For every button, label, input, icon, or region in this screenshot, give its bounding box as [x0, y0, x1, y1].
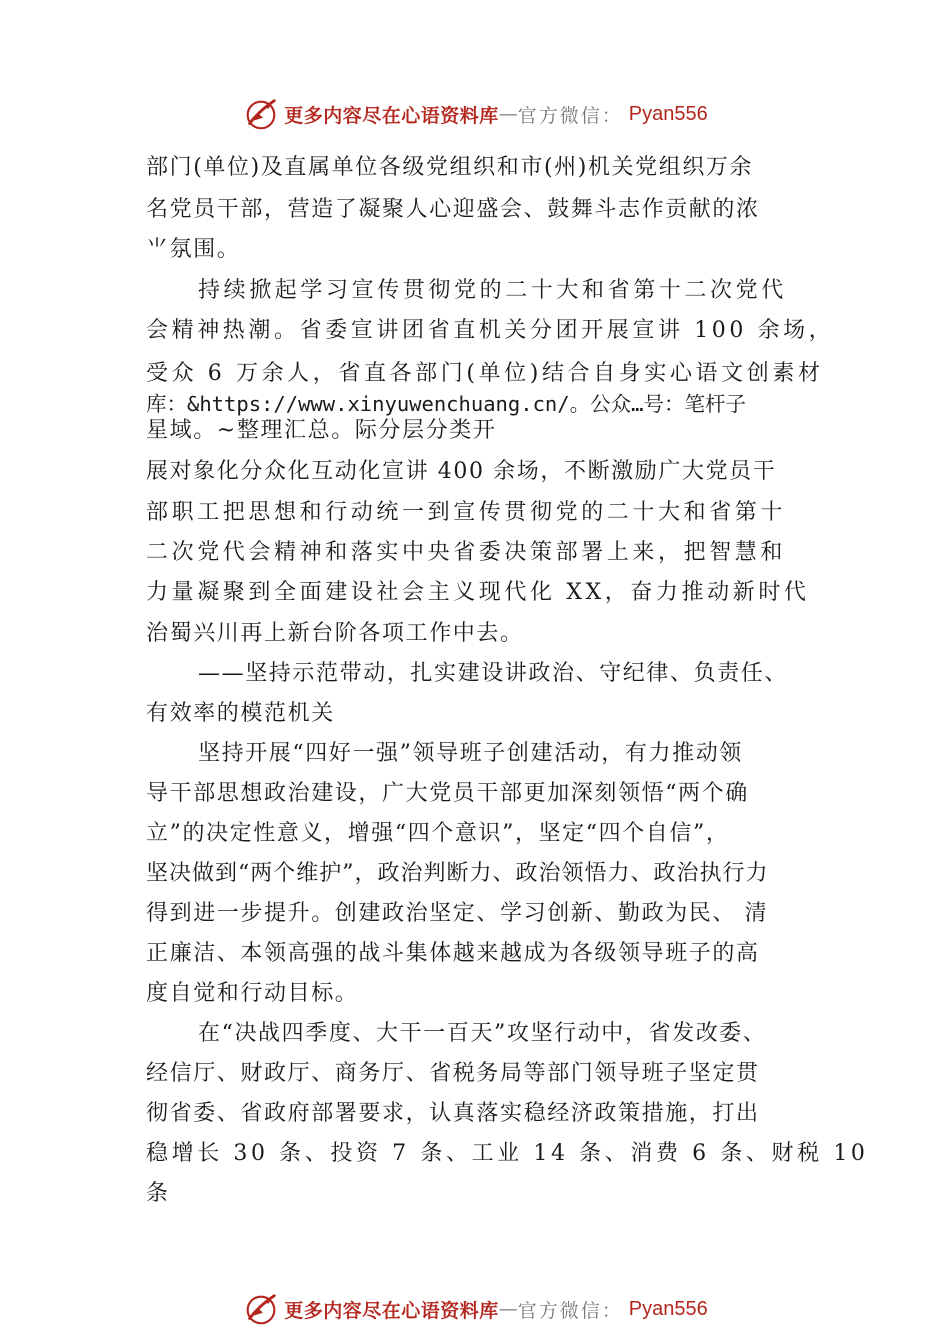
header-wechat-label: 官方微信：	[517, 104, 623, 127]
body-line: 彻省委、省政府部署要求，认真落实稳经济政策措施，打出	[146, 1101, 760, 1126]
body-line: 受众 6 万余人，省直各部门(单位)结合自身实心语文创素材	[146, 361, 824, 386]
pen-circle-logo-icon	[242, 95, 280, 133]
body-line: 得到进一步提升。创建政治坚定、学习创新、勤政为民、 清	[146, 901, 769, 926]
body-line: 会精神热潮。省委宣讲团省直机关分团开展宣讲 100 余场，	[146, 318, 835, 343]
pen-circle-logo-icon	[242, 1290, 280, 1328]
body-line: 坚决做到“两个维护”，政治判断力、政治领悟力、政治执行力	[146, 861, 769, 886]
footer-dash: —	[498, 1298, 518, 1320]
body-line: 展对象化分众化互动化宣讲 400 余场，不断激励广大党员干	[146, 459, 777, 484]
body-line: 名党员干部，营造了凝聚人心迎盛会、鼓舞斗志作贡献的浓	[146, 197, 760, 222]
body-line: 经信厅、财政厅、商务厅、省税务局等部门领导班子坚定贯	[146, 1061, 760, 1086]
body-line: 持续掀起学习宣传贯彻党的二十大和省第十二次党代	[198, 278, 787, 303]
body-line: 度自觉和行动目标。	[146, 981, 359, 1006]
footer-wechat-id: Pyan556	[628, 1297, 708, 1320]
body-line: 部门(单位)及直属单位各级党组织和市(州)机关党组织万余	[146, 155, 754, 180]
body-line: ——坚持示范带动，扎实建设讲政治、守纪律、负责任、	[198, 661, 789, 686]
body-line: 二次党代会精神和落实中央省委决策部署上来，把智慧和	[146, 540, 787, 565]
header-brand-text: 更多内容尽在心语资料库	[284, 104, 499, 127]
body-line: 导干部思想政治建设，广大党员干部更加深刻领悟“两个确	[146, 781, 749, 806]
header-banner	[0, 94, 950, 134]
body-line: 治蜀兴川再上新台阶各项工作中去。	[146, 621, 524, 646]
body-line: 在“决战四季度、大干一百天”攻坚行动中，省发改委、	[198, 1021, 767, 1046]
body-line: ⺌氛围。	[146, 237, 241, 262]
footer-brand-text: 更多内容尽在心语资料库	[284, 1299, 499, 1322]
body-line: 库：&https://www.xinyuwenchuang.cn/。公众…号：笔杆子	[146, 392, 746, 416]
header-wechat-id: Pyan556	[628, 102, 708, 125]
footer-banner	[0, 1289, 950, 1329]
body-line: 正廉洁、本领高强的战斗集体越来越成为各级领导班子的高	[146, 941, 760, 966]
body-line: 部职工把思想和行动统一到宣传贯彻党的二十大和省第十	[146, 500, 787, 525]
body-line: 立”的决定性意义，增强“四个意识”，坚定“四个自信”，	[146, 821, 730, 846]
body-line: 力量凝聚到全面建设社会主义现代化 XX，奋力推动新时代	[146, 580, 810, 605]
footer-wechat-label: 官方微信：	[517, 1299, 623, 1322]
body-line: 坚持开展“四好一强”领导班子创建活动，有力推动领	[198, 741, 743, 766]
header-dash: —	[498, 103, 518, 125]
body-line: 条	[146, 1181, 170, 1206]
body-line: 星域。~整理汇总。际分层分类开	[146, 418, 497, 443]
body-line: 稳增长 30 条、投资 7 条、工业 14 条、消费 6 条、财税 10	[146, 1141, 869, 1166]
body-line: 有效率的模范机关	[146, 701, 335, 726]
